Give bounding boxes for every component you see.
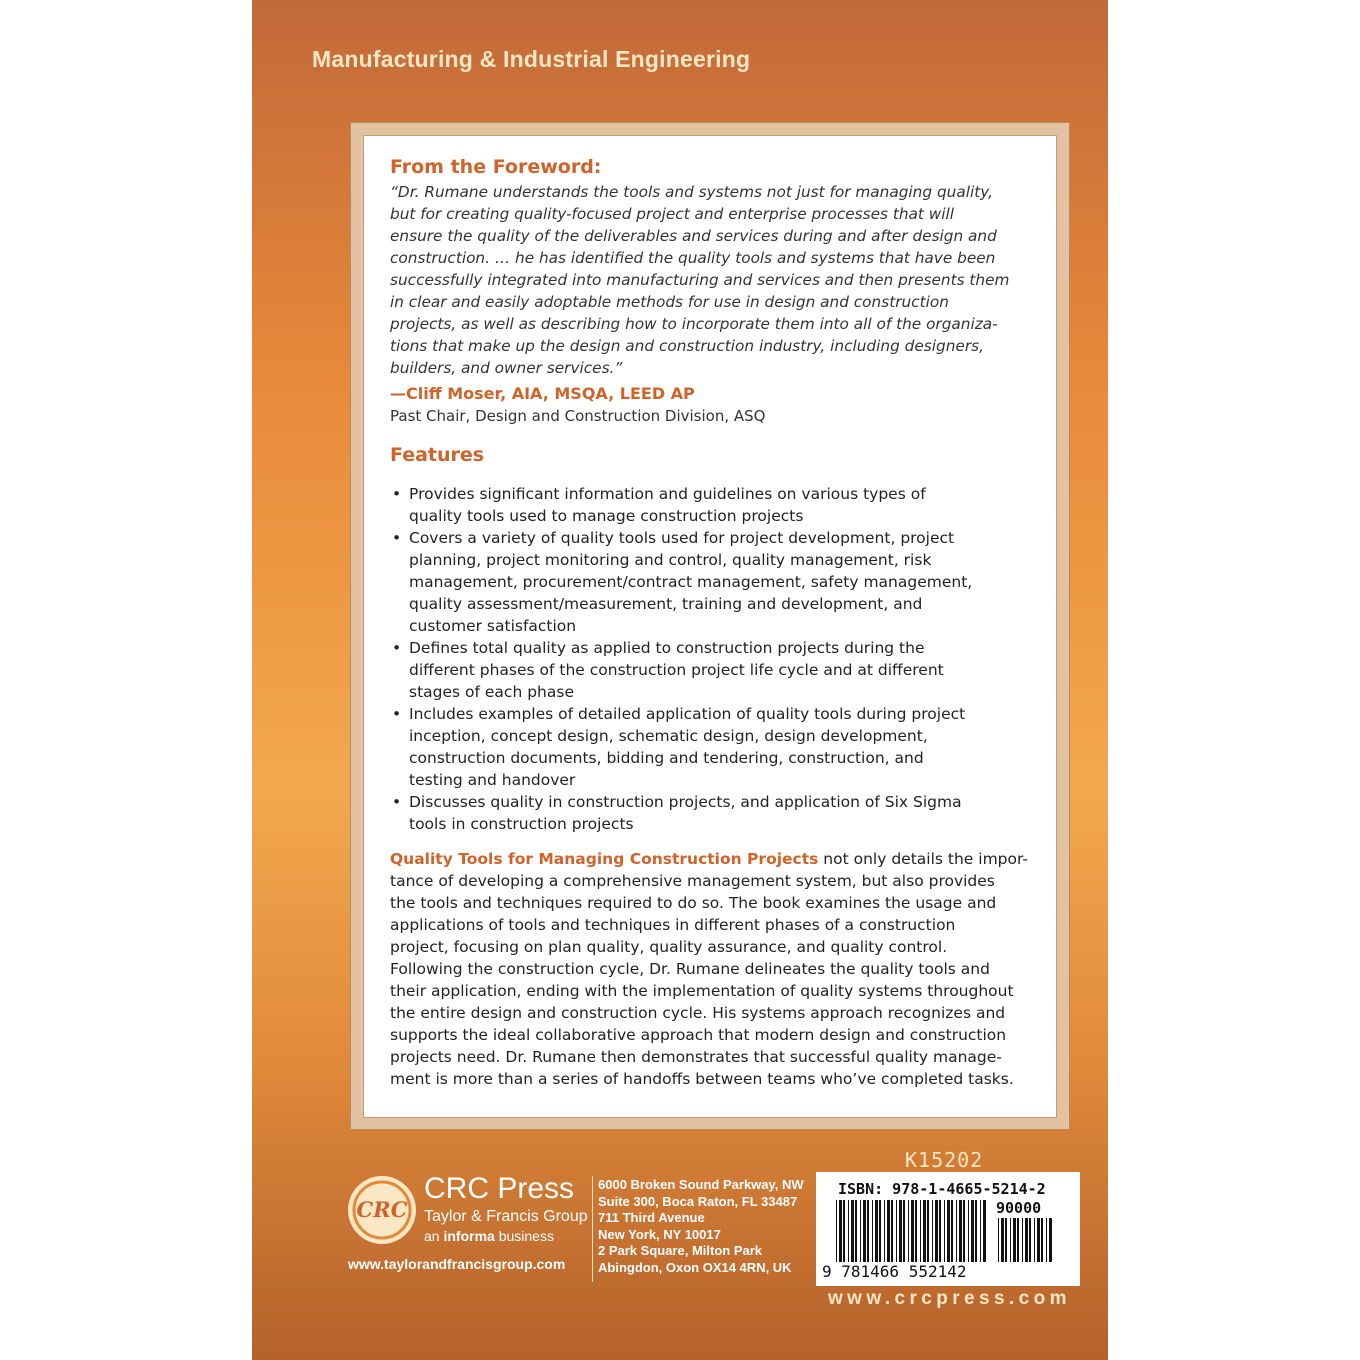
feature-item	[390, 791, 1030, 835]
product-code: K15202	[905, 1148, 984, 1172]
feature-line: Covers a variety of quality tools used for project development, project	[409, 529, 955, 547]
barcode-bar	[1041, 1218, 1043, 1262]
description-text: not only details the impor-	[818, 850, 1028, 868]
feature-item	[390, 703, 1030, 791]
barcode-bar	[848, 1200, 849, 1262]
barcode-bar	[879, 1200, 881, 1262]
crc-press-logo-icon	[346, 1172, 418, 1248]
barcode-bar	[920, 1200, 921, 1262]
barcode-bar	[1046, 1218, 1047, 1262]
feature-line: different phases of the construction project life cycle and at different	[409, 661, 944, 679]
publisher-group: Taylor & Francis Group	[424, 1208, 588, 1225]
barcode-bar	[875, 1200, 878, 1262]
publisher-name: CRC Press	[424, 1172, 575, 1205]
attribution-title: Past Chair, Design and Construction Division, ASQ	[390, 407, 766, 425]
foreword-heading: From the Foreword:	[390, 156, 602, 178]
barcode-bar	[911, 1200, 914, 1262]
barcode-bar	[1013, 1218, 1016, 1262]
feature-line: management, procurement/contract management, safety management,	[409, 573, 973, 591]
features-list	[390, 483, 1030, 835]
barcode-bar	[947, 1200, 950, 1262]
foreword-quote	[390, 181, 1050, 379]
book-title: Quality Tools for Managing Construction Projects	[390, 850, 819, 868]
crcpress-website: www.crcpress.com	[828, 1288, 1071, 1309]
barcode-bar	[944, 1200, 945, 1262]
address-line: New York, NY 10017	[598, 1226, 721, 1242]
price-code: 90000	[996, 1199, 1042, 1217]
informa-suffix: business	[494, 1228, 554, 1244]
feature-line: Includes examples of detailed application of quality tools during project	[409, 705, 966, 723]
quote-line: “Dr. Rumane understands the tools and systems not just for managing quality,	[390, 183, 993, 201]
description-line: project, focusing on plan quality, quality assurance, and quality control.	[390, 938, 948, 956]
barcode-bar	[971, 1200, 974, 1262]
barcode-bar	[855, 1200, 857, 1262]
address-divider	[592, 1176, 593, 1282]
description-line: tance of developing a comprehensive management system, but also provides	[390, 872, 995, 890]
quote-line: construction. … he has identified the quality tools and systems that have been	[390, 249, 996, 267]
quote-line: but for creating quality-focused project and enterprise processes that will	[390, 205, 955, 223]
barcode-bar	[843, 1200, 845, 1262]
features-heading: Features	[390, 444, 485, 466]
price-barcode	[998, 1218, 1054, 1262]
barcode-bar	[983, 1200, 986, 1262]
barcode-bar	[951, 1200, 953, 1262]
isbn-label: ISBN: 978-1-4665-5214-2	[838, 1180, 1046, 1198]
publisher-addresses	[598, 1177, 804, 1276]
feature-line: testing and handover	[409, 771, 576, 789]
feature-line: inception, concept design, schematic design, design development,	[409, 727, 928, 745]
feature-item	[390, 483, 1030, 527]
barcode-bar	[872, 1200, 873, 1262]
logo-text: CRC	[356, 1197, 408, 1222]
description-line: ment is more than a series of handoffs between teams who’ve completed tasks.	[390, 1070, 1014, 1088]
quote-line: builders, and owner services.”	[390, 359, 623, 377]
category-label: Manufacturing & Industrial Engineering	[312, 46, 751, 72]
barcode-bar	[836, 1200, 837, 1262]
barcode-bar	[863, 1200, 866, 1262]
feature-line: Defines total quality as applied to construction projects during the	[409, 639, 925, 657]
barcode-bar	[980, 1200, 981, 1262]
barcode-bar	[1034, 1218, 1035, 1262]
barcode-bar	[867, 1200, 869, 1262]
barcode-bar	[956, 1200, 957, 1262]
ean-barcode	[836, 1200, 988, 1262]
barcode-bar	[851, 1200, 854, 1262]
description-line: Following the construction cycle, Dr. Rumane delineates the quality tools and	[390, 960, 990, 978]
barcode-bar	[1025, 1218, 1028, 1262]
feature-line: Discusses quality in construction projects, and application of Six Sigma	[409, 793, 962, 811]
barcode-bar	[839, 1200, 842, 1262]
informa-business	[424, 1228, 554, 1244]
quote-line: projects, as well as describing how to incorporate them into all of the organiza-	[390, 315, 998, 333]
informa-prefix: an	[424, 1228, 444, 1244]
barcode-bar	[1010, 1218, 1011, 1262]
feature-line: stages of each phase	[409, 683, 574, 701]
address-line: Suite 300, Boca Raton, FL 33487	[598, 1193, 798, 1209]
quote-line: in clear and easily adoptable methods for use in design and construction	[390, 293, 949, 311]
feature-line: quality tools used to manage construction projects	[409, 507, 804, 525]
barcode-bar	[1001, 1218, 1004, 1262]
description-line	[390, 848, 1050, 870]
ean-number: 9 781466 552142	[822, 1262, 967, 1281]
informa-brand: informa	[443, 1228, 495, 1244]
barcode-bar	[908, 1200, 909, 1262]
description-line: their application, ending with the implementation of quality systems throughout	[390, 982, 1014, 1000]
bullet-icon: •	[392, 485, 402, 503]
quote-line: ensure the quality of the deliverables and services during and after design and	[390, 227, 997, 245]
barcode-bar	[884, 1200, 885, 1262]
feature-item	[390, 637, 1030, 703]
quote-line: successfully integrated into manufacturing and services and then presents them	[390, 271, 1010, 289]
bullet-icon: •	[392, 705, 402, 723]
barcode-bar	[896, 1200, 897, 1262]
feature-line: construction documents, bidding and tendering, construction, and	[409, 749, 924, 767]
barcode-bar	[887, 1200, 890, 1262]
barcode-bar	[935, 1200, 938, 1262]
barcode-bar	[1029, 1218, 1031, 1262]
barcode-bar	[1005, 1218, 1007, 1262]
bullet-icon: •	[392, 529, 402, 547]
feature-item	[390, 527, 1030, 637]
barcode-bar	[1017, 1218, 1019, 1262]
address-line: 2 Park Square, Milton Park	[598, 1243, 763, 1258]
address-line: 711 Third Avenue	[598, 1210, 705, 1225]
quote-line: tions that make up the design and construction industry, including designers,	[390, 337, 984, 355]
feature-line: customer satisfaction	[409, 617, 577, 635]
barcode-bar	[932, 1200, 933, 1262]
barcode-bar	[1049, 1218, 1052, 1262]
address-line: 6000 Broken Sound Parkway, NW	[598, 1177, 804, 1192]
description-line: supports the ideal collaborative approach that modern design and construction	[390, 1026, 1007, 1044]
description-line: projects need. Dr. Rumane then demonstrates that successful quality manage-	[390, 1048, 1002, 1066]
feature-line: planning, project monitoring and control, quality management, risk	[409, 551, 932, 569]
feature-line: tools in construction projects	[409, 815, 634, 833]
barcode-bar	[939, 1200, 941, 1262]
barcode-bar	[923, 1200, 926, 1262]
barcode-bar	[915, 1200, 917, 1262]
barcode-bar	[860, 1200, 861, 1262]
barcode-bar	[959, 1200, 962, 1262]
feature-line: quality assessment/measurement, training and development, and	[409, 595, 923, 613]
bullet-icon: •	[392, 639, 402, 657]
barcode-bar	[891, 1200, 893, 1262]
description-line: the tools and techniques required to do so. The book examines the usage and	[390, 894, 997, 912]
address-line: Abingdon, Oxon OX14 4RN, UK	[598, 1259, 792, 1275]
barcode-bar	[899, 1200, 902, 1262]
bullet-icon: •	[392, 793, 402, 811]
barcode-bar	[927, 1200, 929, 1262]
taylorandfrancis-website: www.taylorandfrancisgroup.com	[348, 1256, 566, 1272]
attribution-name: —Cliff Moser, AIA, MSQA, LEED AP	[390, 384, 695, 403]
barcode-bar	[975, 1200, 977, 1262]
barcode-bar	[968, 1200, 969, 1262]
barcode-bar	[1022, 1218, 1023, 1262]
barcode-bar	[1037, 1218, 1040, 1262]
description-line: applications of tools and techniques in different phases of a construction	[390, 916, 956, 934]
barcode-bar	[998, 1218, 999, 1262]
barcode-bar	[903, 1200, 905, 1262]
barcode-bar	[963, 1200, 965, 1262]
description-line: the entire design and construction cycle. His systems approach recognizes and	[390, 1004, 1006, 1022]
feature-line: Provides significant information and guidelines on various types of	[409, 485, 926, 503]
book-description	[390, 848, 1050, 1090]
